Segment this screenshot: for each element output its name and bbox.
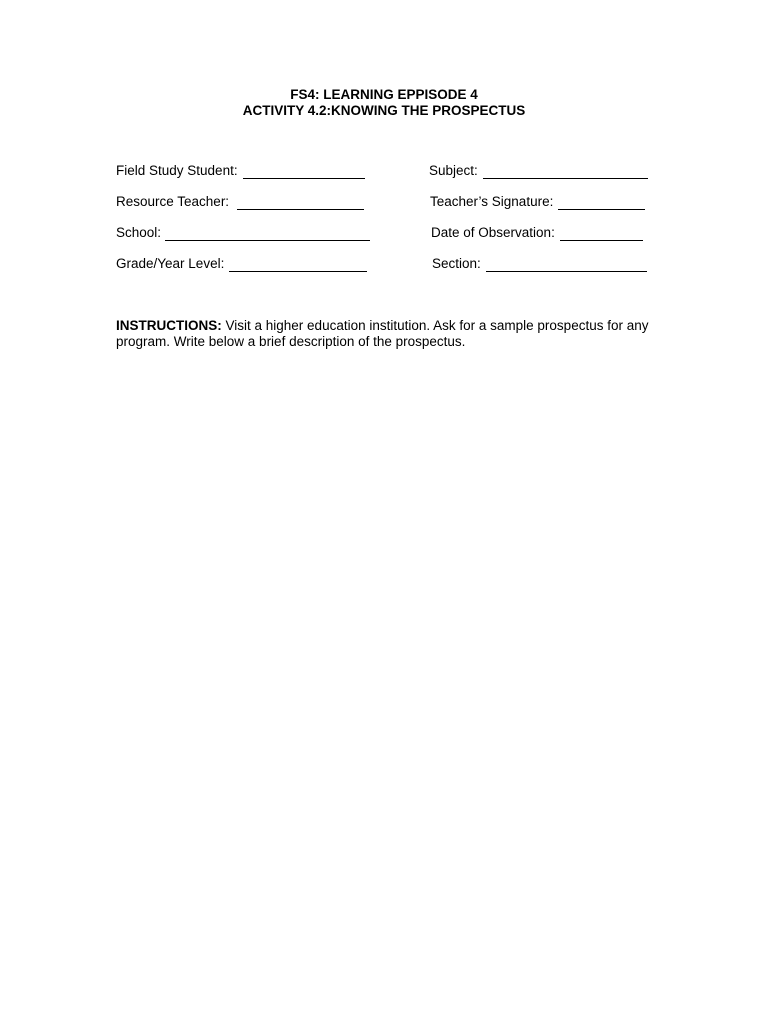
school-label: School:	[116, 225, 162, 240]
section-label: Section:	[432, 256, 481, 271]
grade-year-level-label: Grade/Year Level:	[116, 256, 225, 271]
date-of-observation-label: Date of Observation:	[431, 225, 555, 240]
grade-year-level-field	[116, 256, 367, 272]
subject-blank[interactable]	[483, 166, 648, 179]
section-blank[interactable]	[486, 259, 647, 272]
teachers-signature-label: Teacher’s Signature:	[430, 194, 554, 209]
field-study-student-blank[interactable]	[243, 166, 365, 179]
section-field	[432, 256, 647, 272]
instructions-text: Visit a higher education institution. Ask for a sample prospectus for any program. Write below a brief description of the prospectus.	[116, 318, 649, 349]
grade-year-level-blank[interactable]	[229, 259, 367, 272]
activity-title: ACTIVITY 4.2:KNOWING THE PROSPECTUS	[242, 103, 526, 118]
resource-teacher-field	[116, 194, 364, 210]
teachers-signature-field	[430, 194, 645, 210]
school-field	[116, 225, 370, 241]
field-study-student-label: Field Study Student:	[116, 163, 238, 178]
resource-teacher-label: Resource Teacher:	[116, 194, 230, 209]
instructions-paragraph	[116, 318, 656, 349]
subject-label: Subject:	[429, 163, 478, 178]
teachers-signature-blank[interactable]	[558, 197, 645, 210]
instructions-label: INSTRUCTIONS:	[116, 318, 222, 333]
subject-field	[429, 163, 648, 179]
date-of-observation-field	[431, 225, 643, 241]
school-blank[interactable]	[165, 228, 370, 241]
date-of-observation-blank[interactable]	[560, 228, 643, 241]
resource-teacher-blank[interactable]	[237, 197, 364, 210]
document-title: FS4: LEARNING EPPISODE 4	[290, 87, 478, 102]
field-study-student-field	[116, 163, 365, 179]
